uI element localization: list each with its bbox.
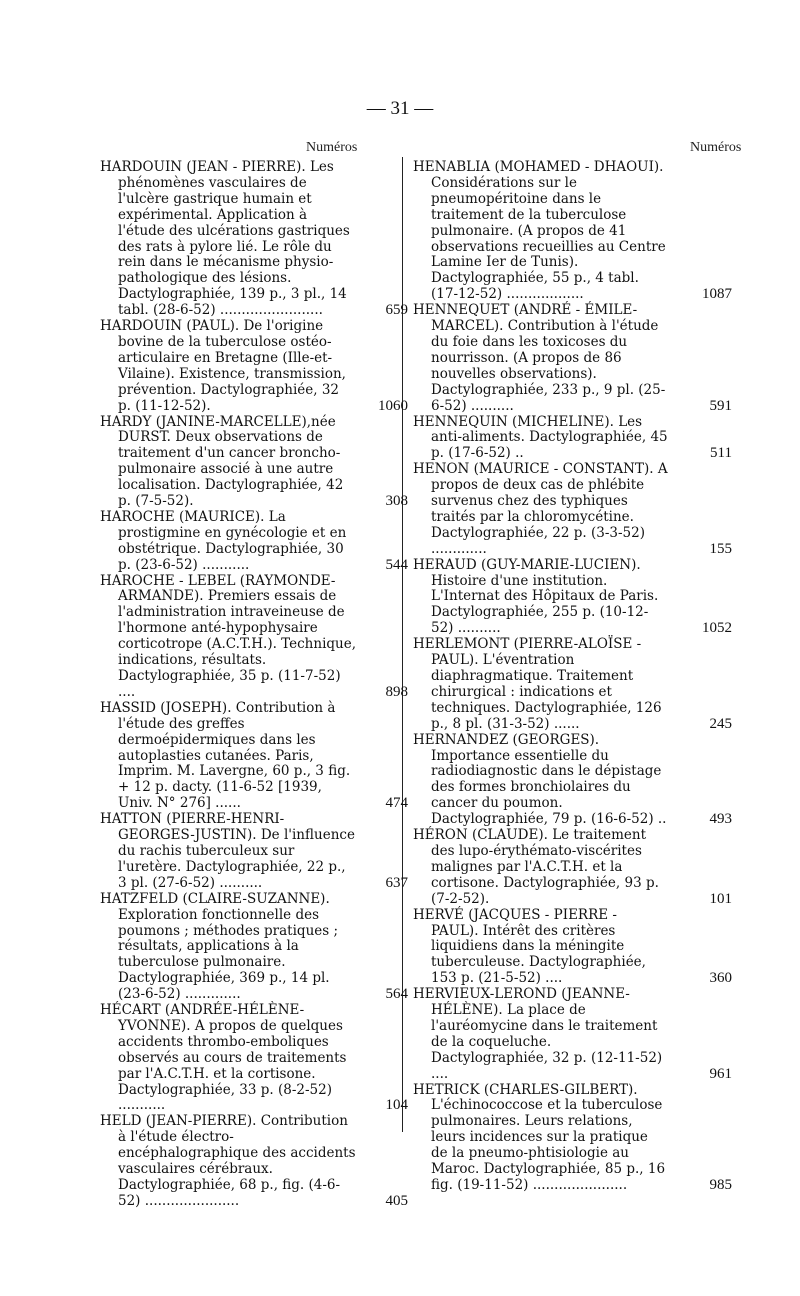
- entry-author: HÉCART (ANDRÉE-HÉLÈNE-YVONNE).: [100, 1002, 305, 1034]
- entry-number: 591: [709, 397, 732, 414]
- entry-number: 659: [385, 302, 408, 319]
- entry-author: HATZFELD (CLAIRE-SUZANNE).: [100, 890, 330, 907]
- entry-number: 1052: [702, 620, 732, 637]
- entry: [413, 636, 732, 732]
- entry-author: HAROCHE (MAURICE).: [100, 508, 265, 525]
- entry-number: 101: [709, 890, 732, 907]
- page-number: — 31 —: [366, 98, 434, 119]
- entry-number: 104: [385, 1097, 408, 1114]
- entry-number: 985: [709, 1177, 732, 1193]
- entry-number: 474: [385, 795, 408, 812]
- entry-number: 564: [385, 986, 408, 1003]
- entry-text: Considérations sur le pneumopéritoine dans le traitement de la tuberculose pulmonaire. (A propos de 41 observations recueillies au Centre Lamine Ier de Tunis). Dactylographiée, 55 p., 4 tabl. (17-12-52) ..................: [431, 174, 666, 303]
- column-header-right: Numéros: [690, 140, 742, 155]
- entry-text: Les phénomènes vasculaires de l'ulcère gastrique humain et expérimental. Application à l'étude des ulcérations gastriques des rats à pylore lié. Le rôle du rein dans le mécanisme physio-pathologique des lésions. Dactylographiée, 139 p., 3 pl., 14 tabl. (28-6-52) ........................: [118, 159, 350, 319]
- entry-author: HENON (MAURICE - CONSTANT).: [413, 461, 654, 478]
- entry-number: 360: [709, 970, 732, 987]
- entry-author: HERVIEUX-LEROND (JEANNE-HÉLÈNE).: [413, 986, 630, 1019]
- entry-number: 544: [385, 556, 408, 573]
- entry-author: HERVÉ (JACQUES - PIERRE - PAUL).: [413, 906, 617, 939]
- entry-author: HENABLIA (MOHAMED - DHAOUI).: [413, 159, 664, 175]
- column-header-left: Numéros: [306, 140, 358, 155]
- entry-text: Contribution à l'étude du foie dans les toxicoses du nourrisson. (A propos de 86 nouvelles observations). Dactylographiée, 233 p., 9 pl. (25-6-52) ..........: [431, 318, 666, 414]
- entry: [100, 1113, 408, 1209]
- entry: [413, 461, 732, 557]
- entry-author: HARDOUIN (JEAN - PIERRE).: [100, 159, 306, 175]
- entry-text: Contribution à l'étude électro-encéphalographique des accidents vasculaires cérébraux. Dactylographiée, 68 p., fig. (4-6-52) ......................: [118, 1113, 356, 1209]
- entry-number: 898: [385, 683, 408, 700]
- entry-author: HASSID (JOSEPH).: [100, 699, 232, 716]
- entry-author: HENNEQUIN (MICHELINE).: [413, 413, 614, 430]
- entry-number: 405: [385, 1192, 408, 1209]
- entry-number: 308: [385, 493, 408, 510]
- entry-text: De l'origine bovine de la tuberculose ostéo-articulaire en Bretagne (Ille-et-Vilaine). Existence, transmission, prévention. Dactylographiée, 32 p. (11-12-52).: [118, 318, 346, 414]
- entry-text: L'éventration diaphragmatique. Traitement chirurgical : indications et techniques. Dactylographiée, 126 p., 8 pl. (31-3-52) ......: [431, 652, 662, 732]
- entry-text: La prostigmine en gynécologie et en obstétrique. Dactylographiée, 30 p. (23-6-52) ...........: [118, 508, 347, 573]
- entry: [413, 986, 732, 1082]
- entry-text: De l'influence du rachis tuberculeux sur l'uretère. Dactylographiée, 22 p., 3 pl. (27-6-52) ..........: [118, 827, 355, 891]
- entry-author: HAROCHE - LEBEL (RAYMONDE-ARMANDE).: [100, 572, 336, 605]
- entry: [413, 906, 732, 988]
- entry-author: HENNEQUET (ANDRÉ - ÉMILE-MARCEL).: [413, 302, 638, 335]
- entry: [100, 318, 408, 414]
- entry: [413, 1081, 732, 1194]
- entry-author: HARDOUIN (PAUL).: [100, 318, 240, 335]
- entry: [413, 556, 732, 638]
- entry-author: HATTON (PIERRE-HENRI-GEORGES-JUSTIN).: [100, 811, 285, 844]
- entry-number: 155: [709, 540, 732, 557]
- entry: [100, 572, 408, 701]
- entry-text: La place de l'auréomycine dans le traitement de la coqueluche. Dactylographiée, 32 p. (12-11-52) ....: [431, 1002, 663, 1082]
- entry: [100, 699, 408, 812]
- entry-number: 637: [385, 874, 408, 891]
- entry-number: 1087: [702, 286, 732, 303]
- entry-text: Deux observations de traitement d'un cancer broncho-pulmonaire associé à une autre localisation. Dactylographiée, 42 p. (7-5-52).: [118, 429, 344, 510]
- entry-text: Contribution à l'étude des greffes dermoépidermiques dans les autoplasties cutanées. Paris, Imprim. M. Lavergne, 60 p., 3 fig. + 12 p. dacty. (11-6-52 [1939, Univ. N° 276] ......: [118, 699, 351, 812]
- right-column: [413, 159, 732, 1194]
- entry: [100, 508, 408, 574]
- entry-text: Premiers essais de l'administration intraveineuse de l'hormone anté-hypophysaire corticotrope (A.C.T.H.). Technique, indications, résultats. Dactylographiée, 35 p. (11-7-52) ....: [118, 588, 357, 700]
- entry: [100, 413, 408, 510]
- entry-author: HERLEMONT (PIERRE-ALOÏSE - PAUL).: [413, 636, 642, 669]
- entry: [413, 731, 732, 828]
- entry-text: Intérêt des critères liquidiens dans la méningite tuberculeuse. Dactylographiée, 153 p. (21-5-52) ....: [431, 922, 646, 987]
- entry: [100, 1002, 408, 1114]
- entry-number: 493: [709, 811, 732, 828]
- entry: [413, 413, 732, 463]
- entry-text: A propos de deux cas de phlébite survenus chez des typhiques traités par la chloromycétine. Dactylographiée, 22 p. (3-3-52) .............: [431, 461, 668, 557]
- entry-text: Histoire d'une institution. L'Internat des Hôpitaux de Paris. Dactylographiée, 255 p. (10-12-52) ..........: [431, 572, 659, 637]
- left-column: [100, 159, 408, 1210]
- entry: [100, 890, 408, 1003]
- entry-author: HÉRON (CLAUDE).: [413, 827, 548, 844]
- entry: [100, 159, 408, 319]
- entry-author: HELD (JEAN-PIERRE).: [100, 1113, 257, 1130]
- entry: [100, 811, 408, 892]
- entry-author: HERAUD (GUY-MARIE-LUCIEN).: [413, 556, 641, 573]
- entry: [413, 159, 732, 303]
- entry-number: 1060: [378, 397, 408, 414]
- entry-author: HERNANDEZ (GEORGES).: [413, 731, 600, 748]
- entry-number: 961: [709, 1065, 732, 1082]
- entry-text: A propos de quelques accidents thrombo-emboliques observés au cours de traitements par l'A.C.T.H. et la cortisone. Dactylographiée, 33 p. (8-2-52) ...........: [118, 1017, 347, 1114]
- entry: [413, 827, 732, 908]
- entry-author: HARDY (JANINE-MARCELLE),née DURST.: [100, 413, 336, 446]
- entry-text: Importance essentielle du radiodiagnostic dans le dépistage des formes bronchiolaires du cancer du poumon. Dactylographiée, 79 p. (16-6-52) ..: [431, 747, 667, 828]
- entry-text: L'échinococcose et la tuberculose pulmonaires. Leurs relations, leurs incidences sur la pratique de la pneumo-phtisiologie au Maroc. Dactylographiée, 85 p., 16 fig. (19-11-52) ......................: [431, 1097, 666, 1193]
- entry-number: 511: [710, 445, 732, 462]
- entry: [413, 302, 732, 414]
- entry-text: Exploration fonctionnelle des poumons ; méthodes pratiques ; résultats, applications à la tuberculose pulmonaire. Dactylographiée, 369 p., 14 pl. (23-6-52) .............: [118, 906, 339, 1003]
- entry-author: HETRICK (CHARLES-GILBERT).: [413, 1081, 638, 1098]
- entry-text: Les anti-aliments. Dactylographiée, 45 p. (17-6-52) ..: [431, 413, 668, 462]
- entry-number: 245: [709, 715, 732, 732]
- entry-text: Le traitement des lupo-érythémato-viscérites malignes par l'A.C.T.H. et la cortisone. Dactylographiée, 93 p. (7-2-52).: [431, 827, 659, 907]
